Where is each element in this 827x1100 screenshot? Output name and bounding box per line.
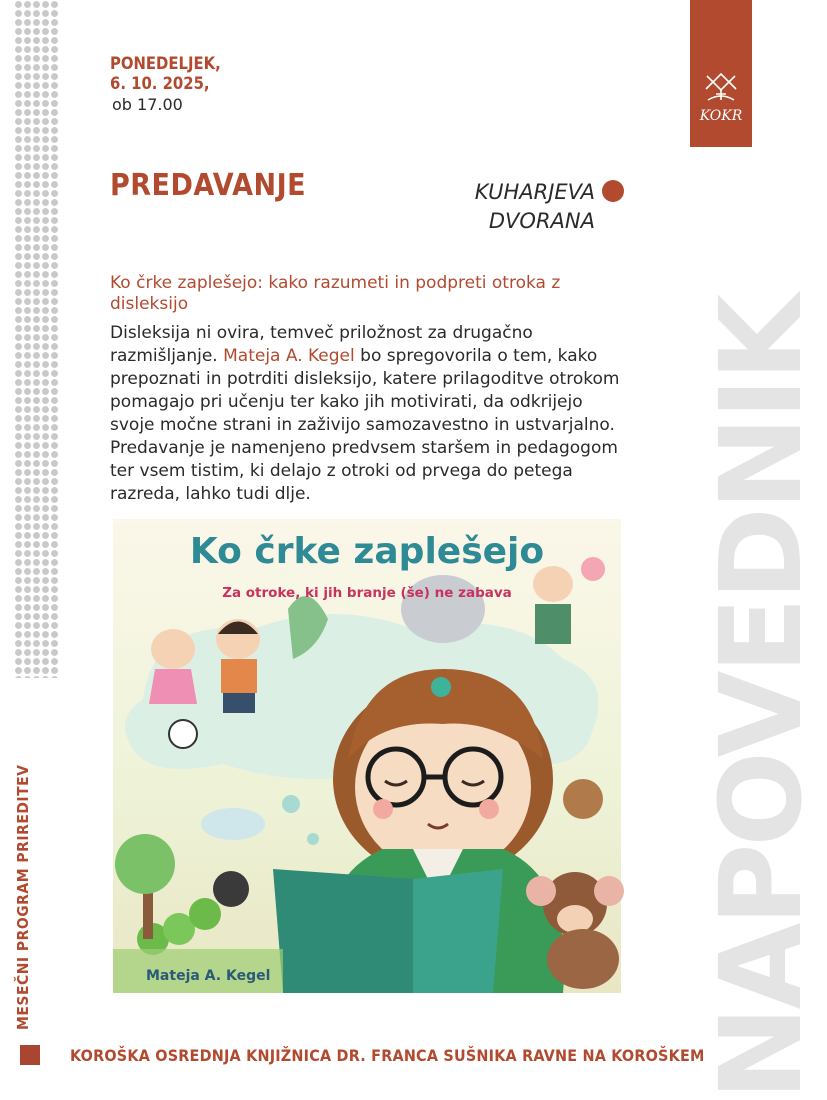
library-logo bbox=[692, 62, 750, 138]
background-word: NAPOVEDNIK bbox=[697, 296, 827, 1100]
event-time: ob 17.00 bbox=[112, 95, 183, 114]
venue-line-1: KUHARJEVA bbox=[474, 180, 595, 204]
speaker-name: Mateja A. Kegel bbox=[223, 346, 355, 366]
event-venue bbox=[475, 178, 595, 236]
event-type: PREDAVANJE bbox=[110, 168, 307, 203]
svg-text:KOKR: KOKR bbox=[699, 108, 743, 124]
venue-dot bbox=[602, 180, 624, 202]
side-square bbox=[20, 1045, 40, 1065]
cover-title: Ko črke zaplešejo bbox=[189, 531, 545, 572]
event-date bbox=[110, 54, 221, 94]
description-body: bo spregovorila o tem, kako prepoznati in potrditi disleksijo, katere prilagoditve otrokom pomagajo pri učenju ter kako jih motivirati, da odkrijejo svoje močne strani in zaživijo samozavestno in ustvarjalno. Predavanje je namenjeno predvsem staršem in pedagogom ter vsem tistim, ki delajo z otroki od prvega do petega razreda, lahko tudi dlje. bbox=[110, 346, 620, 504]
description-intro: Disleksija ni ovira, temveč priložnost za drugačno razmišljanje. bbox=[110, 323, 533, 366]
monthly-program-label: MESEČNI PROGRAM PRIREDITEV bbox=[14, 764, 32, 1030]
event-title: Ko črke zaplešejo: kako razumeti in podpreti otroka z disleksijo bbox=[110, 273, 561, 314]
event-date-value: 6. 10. 2025, bbox=[110, 74, 210, 93]
dot-pattern bbox=[14, 0, 58, 678]
event-day: PONEDELJEK, bbox=[110, 54, 221, 73]
library-name-footer: KOROŠKA OSREDNJA KNJIŽNICA DR. FRANCA SUŠNIKA RAVNE NA KOROŠKEM bbox=[70, 1046, 705, 1065]
venue-line-2: DVORANA bbox=[488, 209, 595, 233]
cover-author: Mateja A. Kegel bbox=[146, 968, 271, 984]
cover-subtitle: Za otroke, ki jih branje (še) ne zabava bbox=[222, 585, 512, 601]
event-description bbox=[110, 322, 630, 506]
book-cover bbox=[113, 519, 621, 993]
